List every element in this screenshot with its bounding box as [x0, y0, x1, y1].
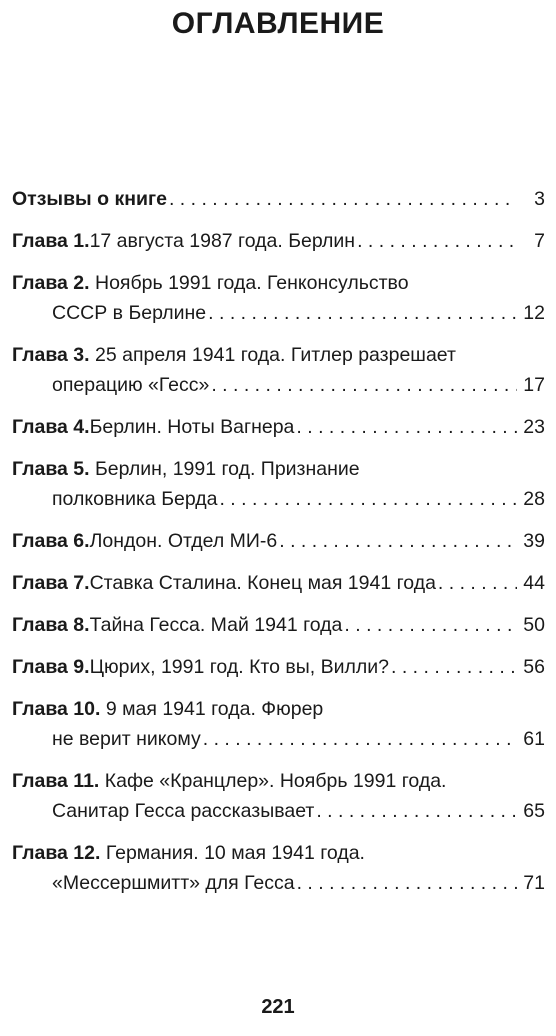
toc-entry[interactable]: [12, 610, 545, 640]
toc-page-number: 12: [523, 302, 545, 324]
chapter-title-part: Берлин, 1991 год. Признание: [89, 458, 360, 480]
toc-entry[interactable]: [12, 412, 545, 442]
chapter-title-part: 25 апреля 1941 года. Гитлер разрешает: [89, 344, 456, 366]
dot-leader: [316, 796, 517, 826]
dot-leader: [169, 184, 517, 214]
chapter-label: Отзывы о книге: [12, 188, 167, 210]
toc-entry-last-line: [12, 226, 545, 256]
chapter-label: Глава 5.: [12, 458, 90, 480]
toc-page-number: 71: [523, 872, 545, 894]
toc-page-number: 17: [523, 374, 545, 396]
dot-leader: [203, 724, 517, 754]
chapter-title-part: Берлин. Ноты Вагнера: [89, 416, 295, 438]
page-number: 221: [261, 996, 295, 1018]
dot-leader: [438, 568, 517, 598]
chapter-title-part: Ставка Сталина. Конец мая 1941 года: [89, 572, 436, 594]
toc-entry[interactable]: [12, 184, 545, 214]
chapter-title-part: Германия. 10 мая 1941 года.: [100, 842, 365, 864]
dot-leader: [208, 298, 517, 328]
chapter-title-part: 17 августа 1987 года. Берлин: [89, 230, 356, 252]
chapter-title-part: Кафе «Кранцлер». Ноябрь 1991 года.: [99, 770, 447, 792]
toc-entry-line: [12, 766, 545, 796]
toc-page-number: 39: [523, 530, 545, 552]
dot-leader: [296, 412, 517, 442]
toc-entry-last-line: [12, 868, 545, 898]
toc-entry-line: [12, 268, 545, 298]
dot-leader: [279, 526, 517, 556]
toc-entry-last-line: [12, 412, 545, 442]
chapter-title-part: Санитар Гесса рассказывает: [52, 800, 315, 822]
chapter-title-part: операцию «Гесс»: [52, 374, 210, 396]
chapter-title-part: Ноябрь 1991 года. Генконсульство: [89, 272, 409, 294]
toc-entry-line: [12, 454, 545, 484]
toc-entry[interactable]: [12, 652, 545, 682]
chapter-title-part: не верит никому: [52, 728, 201, 750]
dot-leader: [391, 652, 517, 682]
chapter-title-part: полковника Берда: [52, 488, 218, 510]
toc-entry-last-line: [12, 610, 545, 640]
toc-page-number: 50: [523, 614, 545, 636]
toc-entry-last-line: [12, 526, 545, 556]
toc-page-number: 44: [523, 572, 545, 594]
chapter-title-part: Лондон. Отдел МИ-6: [89, 530, 278, 552]
toc-page-number: 3: [534, 188, 545, 210]
chapter-label: Глава 8.: [12, 614, 90, 636]
toc-page-number: 65: [523, 800, 545, 822]
toc-entry-last-line: [12, 484, 545, 514]
dot-leader: [297, 868, 517, 898]
dot-leader: [219, 484, 517, 514]
chapter-title-part: Цюрих, 1991 год. Кто вы, Вилли?: [89, 656, 390, 678]
toc-entry-last-line: [12, 568, 545, 598]
toc-page-number: 56: [523, 656, 545, 678]
chapter-label: Глава 6.: [12, 530, 90, 552]
chapter-label: Глава 2.: [12, 272, 90, 294]
dot-leader: [344, 610, 517, 640]
toc-entry-last-line: [12, 184, 545, 214]
toc-page-number: 23: [523, 416, 545, 438]
toc-page-number: 61: [523, 728, 545, 750]
toc-page-number: 7: [534, 230, 545, 252]
chapter-title-part: «Мессершмитт» для Гесса: [52, 872, 295, 894]
chapter-title-part: 9 мая 1941 года. Фюрер: [100, 698, 324, 720]
chapter-label: Глава 4.: [12, 416, 90, 438]
toc-entry-last-line: [12, 298, 545, 328]
toc-entry[interactable]: [12, 454, 545, 514]
chapter-title-part: СССР в Берлине: [52, 302, 207, 324]
toc-entry-line: [12, 838, 545, 868]
toc-entry[interactable]: [12, 766, 545, 826]
toc-entry[interactable]: [12, 340, 545, 400]
chapter-label: Глава 3.: [12, 344, 90, 366]
dot-leader: [357, 226, 517, 256]
chapter-label: Глава 11.: [12, 770, 100, 792]
chapter-label: Глава 1.: [12, 230, 90, 252]
chapter-label: Глава 7.: [12, 572, 90, 594]
toc-entry-line: [12, 694, 545, 724]
chapter-label: Глава 10.: [12, 698, 101, 720]
page-title: ОГЛАВЛЕНИЕ: [171, 7, 385, 40]
toc-entry[interactable]: [12, 526, 545, 556]
toc-entry[interactable]: [12, 268, 545, 328]
toc-entry[interactable]: [12, 226, 545, 256]
toc-entry-last-line: [12, 724, 545, 754]
toc-entry-line: [12, 340, 545, 370]
toc-entry[interactable]: [12, 568, 545, 598]
chapter-label: Глава 9.: [12, 656, 90, 678]
table-of-contents: [12, 184, 545, 898]
chapter-label: Глава 12.: [12, 842, 101, 864]
toc-entry-last-line: [12, 796, 545, 826]
toc-entry-last-line: [12, 652, 545, 682]
toc-entry[interactable]: [12, 694, 545, 754]
toc-entry-last-line: [12, 370, 545, 400]
chapter-title-part: Тайна Гесса. Май 1941 года: [89, 614, 343, 636]
toc-entry[interactable]: [12, 838, 545, 898]
dot-leader: [211, 370, 517, 400]
toc-page-number: 28: [523, 488, 545, 510]
